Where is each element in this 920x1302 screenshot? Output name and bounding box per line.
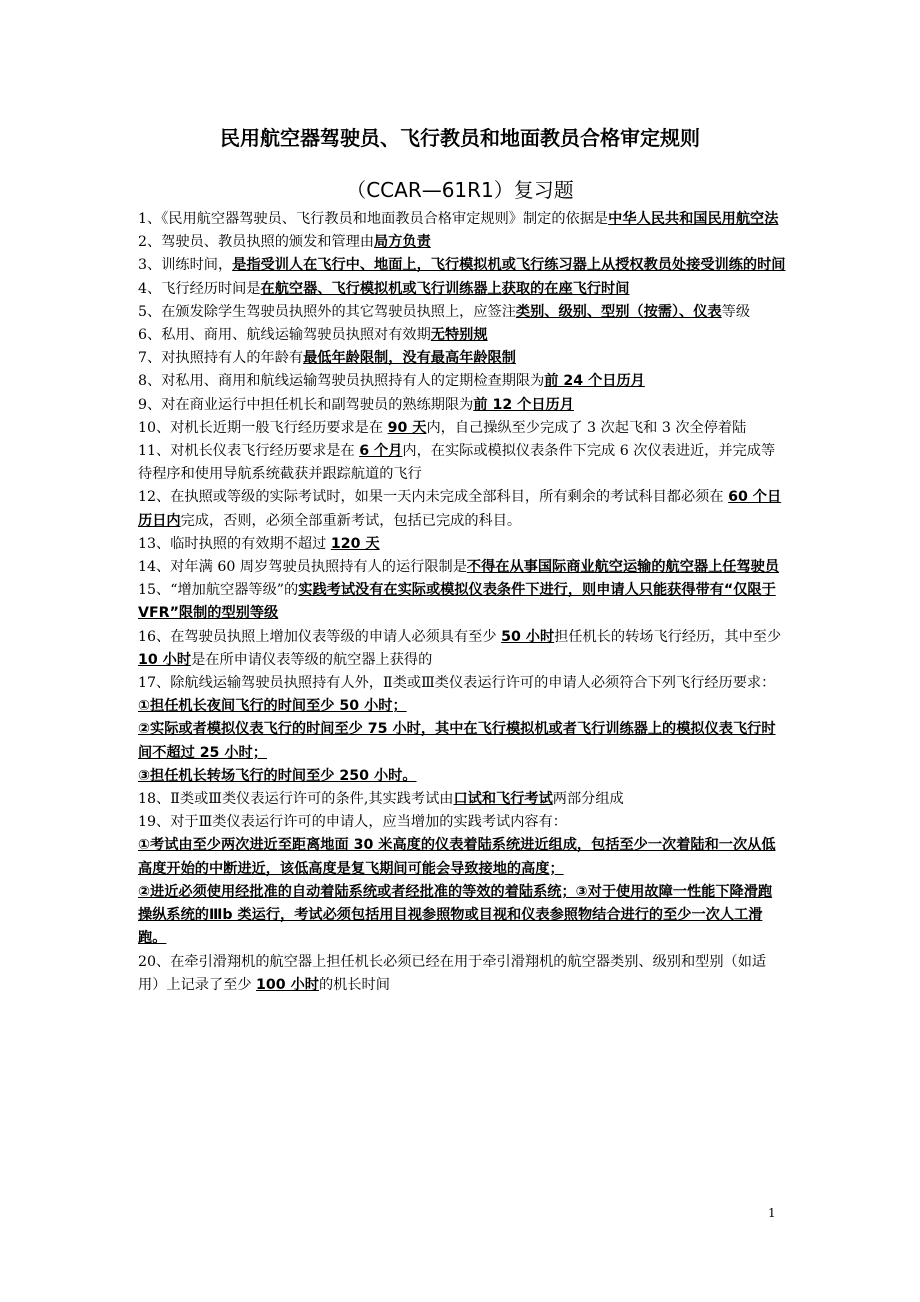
question-text: 担任机长的转场飞行经历，其中至少 (554, 628, 782, 645)
answer: 最低年龄限制，没有最高年龄限制 (303, 350, 516, 367)
question-5 (138, 301, 786, 324)
answer-19-1 (138, 834, 786, 880)
question-text: 6、私用、商用、航线运输驾驶员执照对有效期 (138, 327, 431, 344)
question-11 (138, 440, 786, 486)
page-title: 民用航空器驾驶员、飞行教员和地面教员合格审定规则 (220, 126, 700, 150)
question-7 (138, 347, 786, 370)
answer: 前 24 个日历月 (544, 373, 645, 390)
answer: 中华人民共和国民用航空法 (608, 211, 779, 227)
question-text: 15、“增加航空器等级”的 (138, 582, 299, 599)
question-list (138, 208, 786, 997)
answer: 无特别规 (430, 327, 488, 344)
question-text: 的机长时间 (318, 976, 390, 993)
question-text: 14、对年满 60 周岁驾驶员执照持有人的运行限制是 (138, 559, 467, 576)
question-text: 13、临时执照的有效期不超过 (138, 535, 331, 552)
question-text: 20、在牵引滑翔机的航空器上担任机长必须已经在用于牵引滑翔机的航空器类别、级别和型别（如适用）上记录了至少 (138, 953, 767, 993)
answer: 90 天 (387, 419, 427, 436)
answer-19-2 (138, 881, 786, 951)
answer: 前 12 个日历月 (473, 396, 574, 413)
page-number: 1 (768, 1206, 776, 1220)
question-text: 10、对机长近期一般飞行经历要求是在 (138, 419, 388, 436)
question-text: 完成，否则，必须全部重新考试，包括已完成的科目。 (180, 512, 522, 529)
answer-17-2 (138, 718, 786, 764)
question-14 (138, 556, 786, 579)
answer: ①担任机长夜间飞行的时间至少 50 小时； (138, 698, 407, 715)
answer: ②实际或者模拟仪表飞行的时间至少 75 小时，其中在飞行模拟机或者飞行训练器上的模拟仪表飞行时间不超过 25 小时； (138, 721, 776, 761)
answer: 是指受训人在飞行中、地面上，飞行模拟机或飞行练习器上从授权教员处接受训练的时间 (232, 257, 786, 274)
question-text: 12、在执照或等级的实际考试时，如果一天内未完成全部科目，所有剩余的考试科目都必须在 (138, 489, 729, 506)
question-19 (138, 811, 786, 834)
answer: 120 天 (330, 535, 380, 552)
answer: 不得在从事国际商业航空运输的航空器上任驾驶员 (466, 559, 780, 576)
question-8 (138, 370, 786, 393)
question-6 (138, 324, 786, 347)
question-9 (138, 394, 786, 417)
answer: 局方负责 (374, 234, 431, 251)
question-2 (138, 231, 786, 254)
question-text: 5、在颁发除学生驾驶员执照外的其它驾驶员执照上，应签注 (138, 303, 516, 320)
question-12 (138, 486, 786, 532)
answer-17-1 (138, 695, 786, 718)
question-1 (138, 208, 786, 231)
page-subtitle: （CCAR—61R1）复习题 (346, 178, 574, 202)
question-3 (138, 254, 786, 277)
question-text: 内，在实际或模拟仪表条件下完成 6 次仪表进近，并完成等待程序和使用导航系统截获并跟踪航道的飞行 (138, 443, 776, 483)
question-text: 11、对机长仪表飞行经历要求是在 (138, 443, 360, 460)
question-15 (138, 579, 786, 625)
question-text: 19、对于Ⅲ类仪表运行许可的申请人，应当增加的实践考试内容有： (138, 814, 567, 831)
answer: ③担任机长转场飞行的时间至少 250 小时。 (138, 767, 417, 784)
question-text: 18、Ⅱ类或Ⅲ类仪表运行许可的条件,其实践考试由 (138, 791, 454, 808)
question-text: 2、驾驶员、教员执照的颁发和管理由 (138, 234, 375, 251)
answer: 50 小时 (501, 628, 555, 645)
answer: 6 个月 (359, 443, 403, 460)
answer: ①考试由至少两次进近至距离地面 30 米高度的仪表着陆系统进近组成，包括至少一次着陆和一次从低高度开始的中断进近，该低高度是复飞期间可能会导致接地的高度； (138, 837, 776, 877)
question-4 (138, 278, 786, 301)
answer: 60 个日历日内 (138, 489, 782, 529)
question-text: 两部分组成 (552, 791, 624, 808)
question-text: 等级 (721, 303, 751, 320)
question-text: 17、除航线运输驾驶员执照持有人外，Ⅱ类或Ⅲ类仪表运行许可的申请人必须符合下列飞行经历要求： (138, 675, 776, 692)
question-text: 3、训练时间， (138, 257, 233, 274)
answer: 100 小时 (256, 976, 319, 993)
answer: 10 小时 (138, 651, 192, 668)
answer: ②进近必须使用经批准的自动着陆系统或者经批准的等效的着陆系统；③对于使用故障一性能下降滑跑操纵系统的Ⅲb 类运行，考试必须包括用目视参照物或目视和仪表参照物结合进行的至少一次人工滑跑。 (138, 883, 773, 947)
question-13 (138, 533, 786, 556)
answer: 在航空器、飞行模拟机或飞行训练器上获取的在座飞行时间 (260, 280, 630, 297)
question-text: 8、对私用、商用和航线运输驾驶员执照持有人的定期检查期限为 (138, 373, 545, 390)
answer: 实践考试没有在实际或模拟仪表条件下进行，则申请人只能获得带有“仅限于 VFR”限制的型别等级 (138, 582, 776, 622)
question-20 (138, 951, 786, 997)
answer: 类别、级别、型别（按需）、仪表 (515, 303, 722, 320)
question-17 (138, 672, 786, 695)
question-text: 是在所申请仪表等级的航空器上获得的 (191, 651, 433, 668)
question-text: 4、飞行经历时间是 (138, 280, 261, 297)
question-18 (138, 788, 786, 811)
question-16 (138, 626, 786, 672)
question-text: 16、在驾驶员执照上增加仪表等级的申请人必须具有至少 (138, 628, 502, 645)
question-10 (138, 417, 786, 440)
question-text: 9、对在商业运行中担任机长和副驾驶员的熟练期限为 (138, 396, 474, 413)
question-text: 内，自己操纵至少完成了 3 次起飞和 3 次全停着陆 (426, 419, 747, 436)
question-text: 1、《民用航空器驾驶员、飞行教员和地面教员合格审定规则》制定的依据是 (138, 211, 609, 227)
answer-17-3 (138, 765, 786, 788)
question-text: 7、对执照持有人的年龄有 (138, 350, 304, 367)
answer: 口试和飞行考试 (453, 791, 553, 808)
